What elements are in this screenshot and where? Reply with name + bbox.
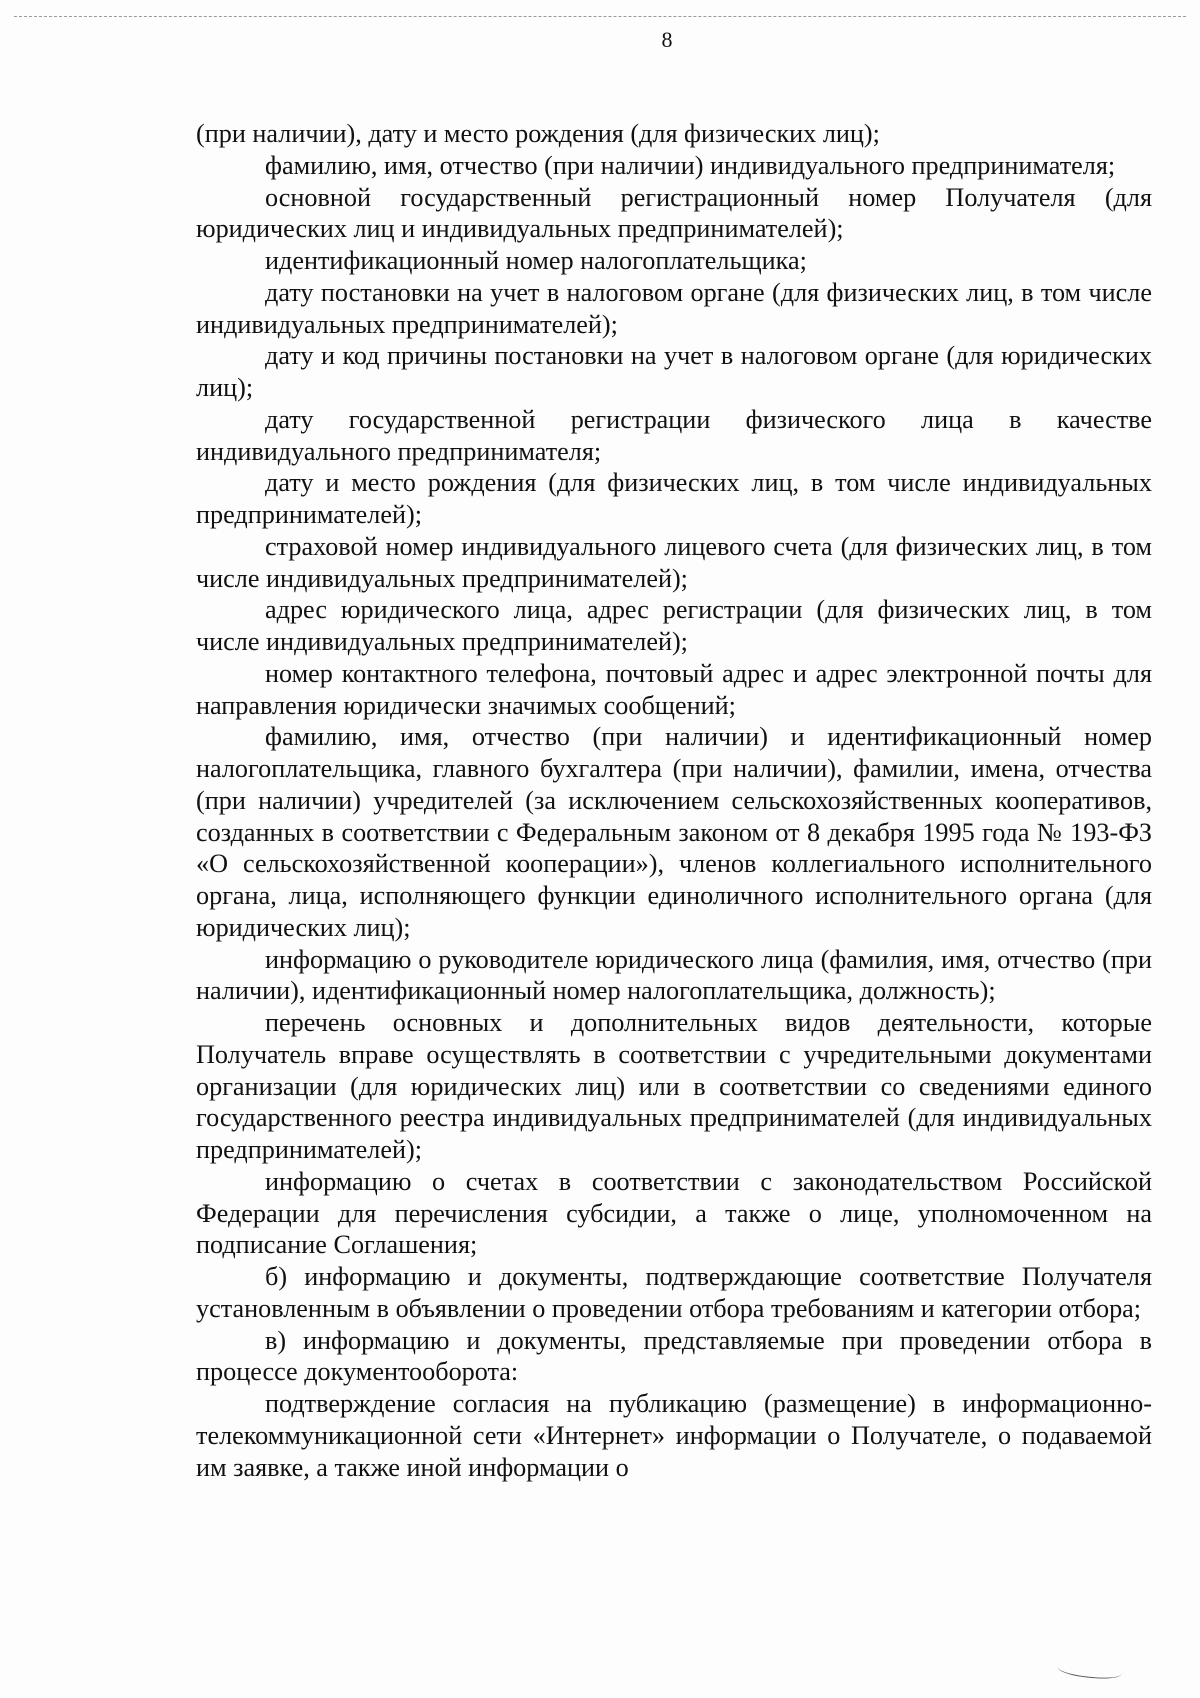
- paragraph: дату и код причины постановки на учет в налоговом органе (для юридических лиц);: [196, 341, 1152, 402]
- paragraph: (при наличии), дату и место рождения (для физических лиц);: [196, 119, 880, 148]
- paragraph: фамилию, имя, отчество (при наличии) индивидуального предпринимателя;: [265, 150, 1116, 180]
- paragraph: основной государственный регистрационный номер Получателя (для юридических лиц и индивидуальных предпринимателей);: [196, 182, 1152, 244]
- paragraph: б) информацию и документы, подтверждающие соответствие Получателя установленным в объявлении о проведении отбора требованиям и категории отбора;: [196, 1262, 1152, 1323]
- paragraph: подтверждение согласия на публикацию (размещение) в информационно-телекоммуникационной сети «Интернет» информации о Получателе, о подаваемой им заявке, а также иной информации о: [196, 1389, 1152, 1482]
- paragraph: в) информацию и документы, представляемые при проведении отбора в процессе документооборота:: [196, 1325, 1152, 1387]
- page-number: 8: [661, 27, 673, 52]
- paragraph: информацию о счетах в соответствии с законодательством Российской Федерации для перечисления субсидии, а также о лице, уполномоченном на подписание Соглашения;: [196, 1166, 1152, 1260]
- paragraph: номер контактного телефона, почтовый адрес и адрес электронной почты для направления юридически значимых сообщений;: [196, 658, 1152, 720]
- paragraph: перечень основных и дополнительных видов деятельности, которые Получатель вправе осуществлять в соответствии с учредительными документами организации (для юридических лиц) или в соответствии со сведениями единого государственного реестра индивидуальных предпринимателей (для индивидуальных предпринимателей);: [196, 1008, 1152, 1164]
- paragraph: страховой номер индивидуального лицевого счета (для физических лиц, в том числе индивидуальных предпринимателей);: [196, 531, 1152, 593]
- scan-top-border: [14, 16, 1186, 17]
- paragraph: информацию о руководителе юридического лица (фамилия, имя, отчество (при наличии), идентификационный номер налогоплательщика, должность);: [196, 944, 1152, 1006]
- paragraph: дату постановки на учет в налоговом органе (для физических лиц, в том числе индивидуальных предпринимателей);: [196, 277, 1152, 339]
- paragraph: идентификационный номер налогоплательщика;: [265, 246, 807, 275]
- document-body: [196, 118, 1152, 1483]
- paragraph: дату и место рождения (для физических лиц, в том числе индивидуальных предпринимателей);: [196, 468, 1152, 529]
- paragraph: адрес юридического лица, адрес регистрации (для физических лиц, в том числе индивидуальных предпринимателей);: [196, 595, 1152, 656]
- scan-stroke-mark: [1057, 1659, 1122, 1683]
- paragraph: дату государственной регистрации физического лица в качестве индивидуального предпринимателя;: [196, 404, 1152, 466]
- paragraph: фамилию, имя, отчество (при наличии) и идентификационный номер налогоплательщика, главного бухгалтера (при наличии), фамилии, имена, отчества (при наличии) учредителей (за исключением сельскохозяйственных кооперативов, созданных в соответствии с Федеральным законом от 8 декабря 1995 года № 193-ФЗ «О сельскохозяйственной кооперации»), членов коллегиального исполнительного органа, лица, исполняющего функции единоличного исполнительного органа (для юридических лиц);: [196, 722, 1152, 942]
